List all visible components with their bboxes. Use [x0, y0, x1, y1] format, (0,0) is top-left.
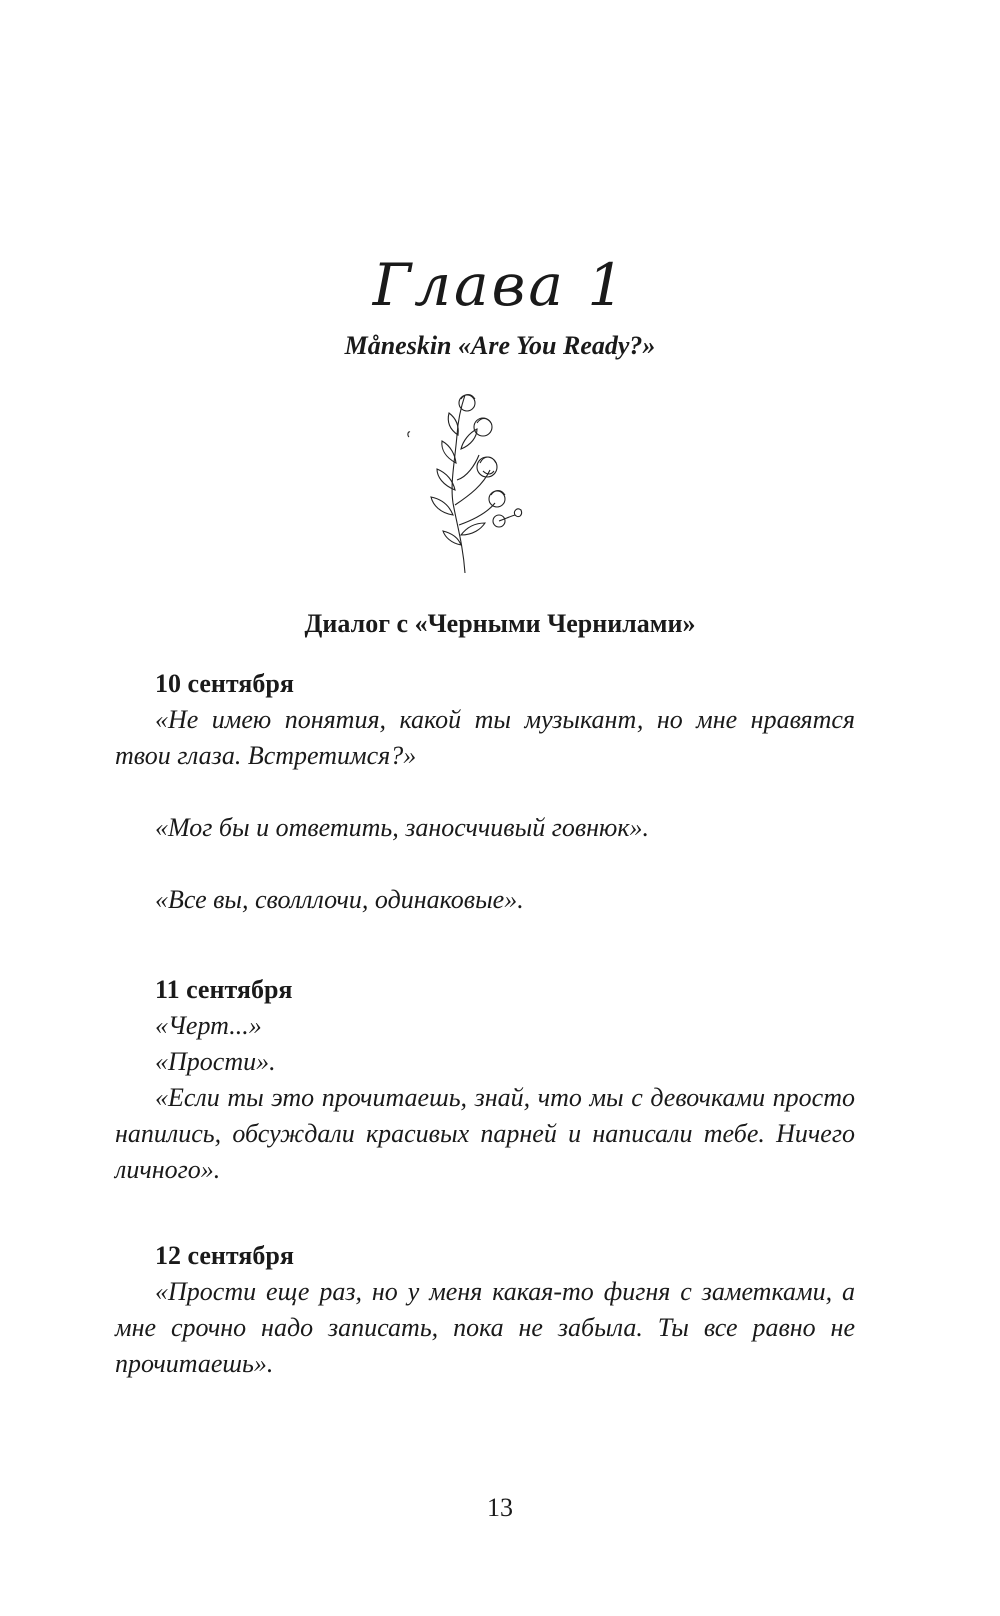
- diary-entry: [115, 1238, 855, 1382]
- chapter-epigraph: Måneskin «Are You Ready?»: [344, 331, 656, 360]
- section-title: Диалог с «Черными Чернилами»: [304, 609, 696, 638]
- entry-paragraph: «Черт...»: [155, 1011, 262, 1040]
- diary-entry: [115, 972, 855, 1188]
- entry-paragraph: «Прости еще раз, но у меня какая-то фигня с заметками, а мне срочно надо записать, пока не забыла. Ты все равно не прочитаешь».: [115, 1277, 855, 1378]
- entry-paragraph: «Прости».: [155, 1047, 276, 1076]
- entry-paragraph: «Мог бы и ответить, заносччивый говнюк».: [155, 813, 650, 842]
- entry-paragraph: «Если ты это прочитаешь, знай, что мы с девочками просто напились, обсуждали красивых парней и написали тебе. Ничего личного».: [115, 1083, 855, 1184]
- entry-date: 12 сентября: [155, 1241, 294, 1270]
- chapter-title: Глава 1: [372, 251, 628, 319]
- page-number: 13: [487, 1493, 513, 1522]
- entry-date: 11 сентября: [155, 975, 293, 1004]
- diary-entry: [115, 666, 855, 918]
- entry-paragraph: «Все вы, сволллочи, одинаковые».: [155, 885, 524, 914]
- entry-paragraph: «Не имею понятия, какой ты музыкант, но мне нравятся твои глаза. Встретимся?»: [115, 705, 855, 770]
- flower-branch-icon: [395, 385, 545, 575]
- entry-date: 10 сентября: [155, 669, 294, 698]
